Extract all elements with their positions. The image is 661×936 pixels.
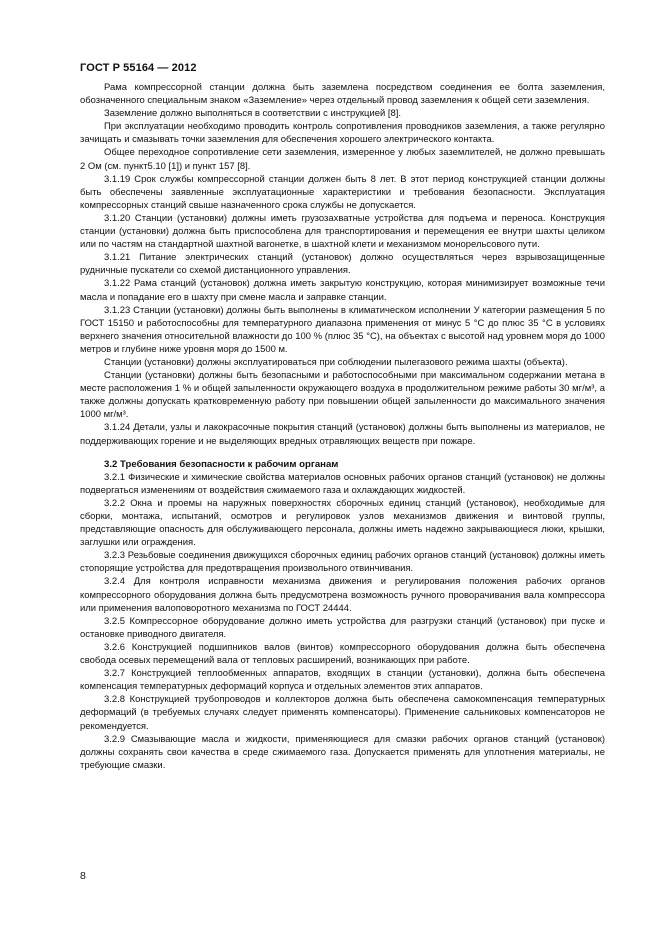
paragraph-3-2-8: 3.2.8 Конструкцией трубопроводов и коллекторов должна быть обеспечена самокомпенсация температурных деформаций (в требуемых случаях следует применять компенсаторы). Применение сальниковых компенсаторов не рекомендуется. (80, 694, 605, 732)
document-body (80, 81, 605, 772)
paragraph-3-2-6: 3.2.6 Конструкцией подшипников валов (винтов) компрессорного оборудования должна быть обеспечена свобода осевых перемещений вала от тепловых расширений, возникающих при работе. (80, 641, 605, 667)
paragraph-3-2-3: 3.2.3 Резьбовые соединения движущихся сборочных единиц рабочих органов станций (установок) должны иметь стопорящие устройства для предотвращения произвольного отвинчивания. (80, 550, 605, 575)
section-heading-3-2: 3.2 Требования безопасности к рабочим органам (104, 458, 339, 470)
standard-header: ГОСТ Р 55164 — 2012 (80, 62, 197, 74)
paragraph-3-1-21: 3.1.21 Питание электрических станций (установок) должно осуществляться через взрывозащищенные рудничные пускатели со схемой дистанционного управления. (80, 252, 605, 277)
paragraph-3-2-5: 3.2.5 Компрессорное оборудование должно иметь устройства для разгрузки станций (установок) при пуске и остановке приводного двигателя. (80, 615, 605, 640)
paragraph-3-1-20: 3.1.20 Станции (установки) должны иметь грузозахватные устройства для подъема и переноса. Конструкция станции (установки) должна быть приспособлена для транспортирования и перемещения ее внутри шахты целиком или по частям на стандартной шахтной вагонетке, в шахтной клети и механизмом монорельсового пути. (80, 212, 605, 251)
paragraph-3-1-23: 3.1.23 Станции (установки) должны быть выполнены в климатическом исполнении У категории размещения 5 по ГОСТ 15150 и работоспособны для температурного диапазона применения от минус 5 °С до плюс 35 °С в условиях верхнего значения относительной влажности до 100 % (плюс 35 °С), на объектах с высотой над уровнем моря до 1000 метров и глубине ниже уровня моря до 1500 м. (80, 304, 605, 355)
paragraph-3-1-22: 3.1.22 Рама станций (установок) должна иметь закрытую конструкцию, которая минимизирует возможные течи масла и попадание его в шахту при смене масла и заправке станции. (80, 278, 605, 303)
paragraph-dust-gas-mode: Станции (установки) должны эксплуатироваться при соблюдении пылегазового режима шахты (объекта). (104, 356, 568, 368)
paragraph-grounding-instruction: Заземление должно выполняться в соответствии с инструкцией [8]. (104, 108, 401, 120)
paragraph-3-2-9: 3.2.9 Смазывающие масла и жидкости, применяющиеся для смазки рабочих органов станций (установок) должны сохранять свои качества в среде сжимаемого газа. Допускается применять для уплотнения материалы, не требующие смазки. (80, 733, 605, 771)
paragraph-grounding-control: При эксплуатации необходимо проводить контроль сопротивления проводников заземления, а также регулярно зачищать и смазывать точки заземления для обеспечения хорошего электрического контакта. (80, 121, 605, 146)
paragraph-3-2-7: 3.2.7 Конструкцией теплообменных аппаратов, входящих в станции (установки), должна быть обеспечена компенсация температурных деформаций корпуса и отдельных элементов этих аппаратов. (80, 668, 605, 693)
page-number: 8 (80, 870, 86, 882)
paragraph-3-2-2: 3.2.2 Окна и проемы на наружных поверхностях сборочных единиц станций (установок), необходимые для сборки, монтажа, испытаний, осмотров и регулировок узлов механизмов движения и винтовой группы, представляющие опасность для обслуживающего персонала, должны иметь надежно закрывающиеся люки, крышки, заглушки или ограждения. (80, 497, 605, 549)
paragraph-methane-dust: Станции (установки) должны быть безопасными и работоспособными при максимальном содержании метана в месте расположения 1 % и общей запыленности окружающего воздуха в продолжительном режиме работы 30 мг/м³, а также должны допускать кратковременную работу при повышении общей запыленности до максимального значения 1000 мг/м³. (80, 370, 605, 421)
paragraph-3-2-1: 3.2.1 Физические и химические свойства материалов основных рабочих органов станций (установок) не должны подвергаться изменениям от воздействия сжимаемого газа и охлаждающих жидкостей. (80, 471, 605, 496)
paragraph-grounding-frame: Рама компрессорной станции должна быть заземлена посредством соединения ее болта заземления, обозначенного специальным знаком «Заземление» через отдельный провод заземления к общей сети заземления. (80, 82, 605, 107)
paragraph-3-2-4: 3.2.4 Для контроля исправности механизма движения и регулирования положения рабочих органов компрессорного оборудования должна быть предусмотрена возможность ручного проворачивания вала компрессора или применения валоповоротного механизма по ГОСТ 24444. (80, 576, 605, 614)
paragraph-grounding-resistance: Общее переходное сопротивление сети заземления, измеренное у любых заземлителей, не должно превышать 2 Ом (см. пункт5.10 [1]) и пункт 157 [8]. (80, 147, 605, 172)
paragraph-3-1-19: 3.1.19 Срок службы компрессорной станции должен быть 8 лет. В этот период конструкцией станции должны быть обеспечены заявленные эксплуатационные характеристики и требования безопасности. Эксплуатация компрессорных станций свыше назначенного срока службы не допускается. (80, 173, 605, 211)
paragraph-3-1-24: 3.1.24 Детали, узлы и лакокрасочные покрытия станций (установок) должны быть выполнены из материалов, не поддерживающих горение и не выделяющих вредных отравляющих веществ при пожаре. (80, 422, 605, 447)
